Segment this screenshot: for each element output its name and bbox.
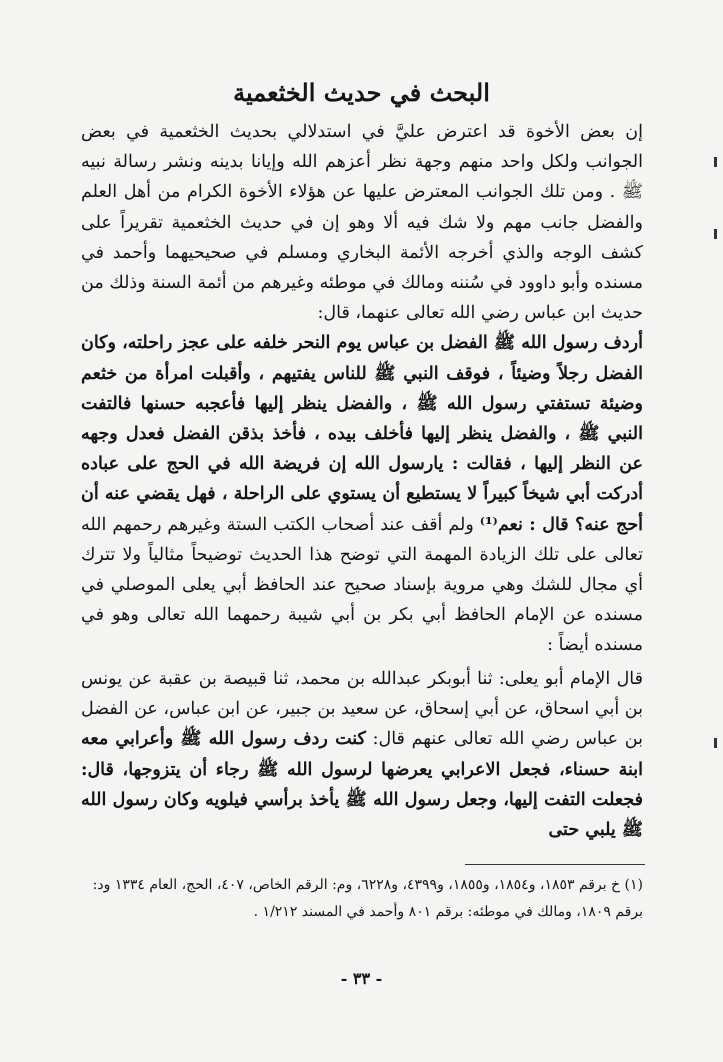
paragraph-2 [81,664,643,845]
paragraph-1-hadith: أردف رسول الله ﷺ الفضل بن عباس يوم النحر خلفه على عجز راحلته، وكان الفضل رجلاً وضيئاً ، فوقف النبي ﷺ للناس يفتيهم ، وأقبلت امرأة من خثعم وضيئة تستفتي رسول الله ﷺ ، والفضل ينظر إليها فأعجبه حسنها فالتفت النبي ﷺ ، والفضل ينظر إليها فأخلف بيده ، فأخذ بذقن الفضل فعدل وجهه عن النظر إليها ، فقالت : يارسول الله إن فريضة الله في الحج على عباده أدركت أبي شيخاً كبيراً لا يستطيع أن يستوي على الراحلة ، فهل يقضي عنه أن أحج عنه؟ قال : نعم⁽¹⁾ [81,333,643,535]
footnote: (١) خ برقم ١٨٥٣، و١٨٥٤، و١٨٥٥، و٤٣٩٩، و٦٢٢٨، وم: الرقم الخاص، ٤٠٧، الحج، العام ١٣٣٤ ود: برقم ١٨٠٩، ومالك في موطئه: برقم ٨٠١ وأحمد في المسند ١/٢١٢ . [92,877,643,920]
scan-margin-mark [714,229,717,239]
paragraph-1-intro: إن بعض الأخوة قد اعترض عليَّ في استدلالي بحديث الخثعمية في بعض الجوانب ولكل واحد منهم وجهة نظر أعزهم الله وإيانا بدينه ونشر رسالة نبيه ﷺ . ومن تلك الجوانب المعترض عليها عن هؤلاء الأخوة الكرام من أهل العلم والفضل جانب مهم ولا شك فيه ألا وهو إن في حديث الخثعمية تقريراً على كشف الوجه والذي أخرجه الأئمة البخاري ومسلم في صحيحيهما وأحمد في مسنده وأبو داوود في سُننه ومالك في موطئه وغيرهم من أئمة السنة وذلك من حديث ابن عباس رضي الله تعالى عنهما، قال: [81,122,643,324]
paragraph-1-outro: ولم أقف عند أصحاب الكتب الستة وغيرهم رحمهم الله تعالى على تلك الزيادة المهمة التي توضح هذا الحديث توضيحاً مثالياً ولا تترك أي مجال للشك وهي مروية بإسناد صحيح عند الحافظ أبي يعلى الموصلي في مسنده عن الإمام الحافظ أبي بكر بن أبي شيبة رحمهما الله تعالى وهو في مسنده أيضاً : [81,514,643,656]
page-title: البحث في حديث الخثعمية [233,78,490,107]
paragraph-1 [81,117,643,661]
scan-margin-mark [714,738,717,748]
page-number: - ٣٣ - [340,969,383,988]
paragraph-2-hadith: كنت ردف رسول الله ﷺ وأعرابي معه ابنة حسناء، فجعل الاعرابي يعرضها لرسول الله ﷺ رجاء أن يتزوجها، قال: فجعلت التفت إليها، وجعل رسول الله ﷺ يأخذ برأسي فيلويه وكان رسول الله ﷺ يلبي حتى [81,729,643,841]
footnote-separator [465,864,645,865]
paragraph-2-isnad: قال الإمام أبو يعلى: ثنا أبوبكر عبدالله بن محمد، ثنا قبيصة بن عقبة عن يونس بن أبي اسحاق، عن أبي إسحاق، عن سعيد بن جبير، عن ابن عباس، عن الفضل بن عباس رضي الله تعالى عنهم قال: [81,669,643,750]
scan-margin-mark [714,157,717,167]
